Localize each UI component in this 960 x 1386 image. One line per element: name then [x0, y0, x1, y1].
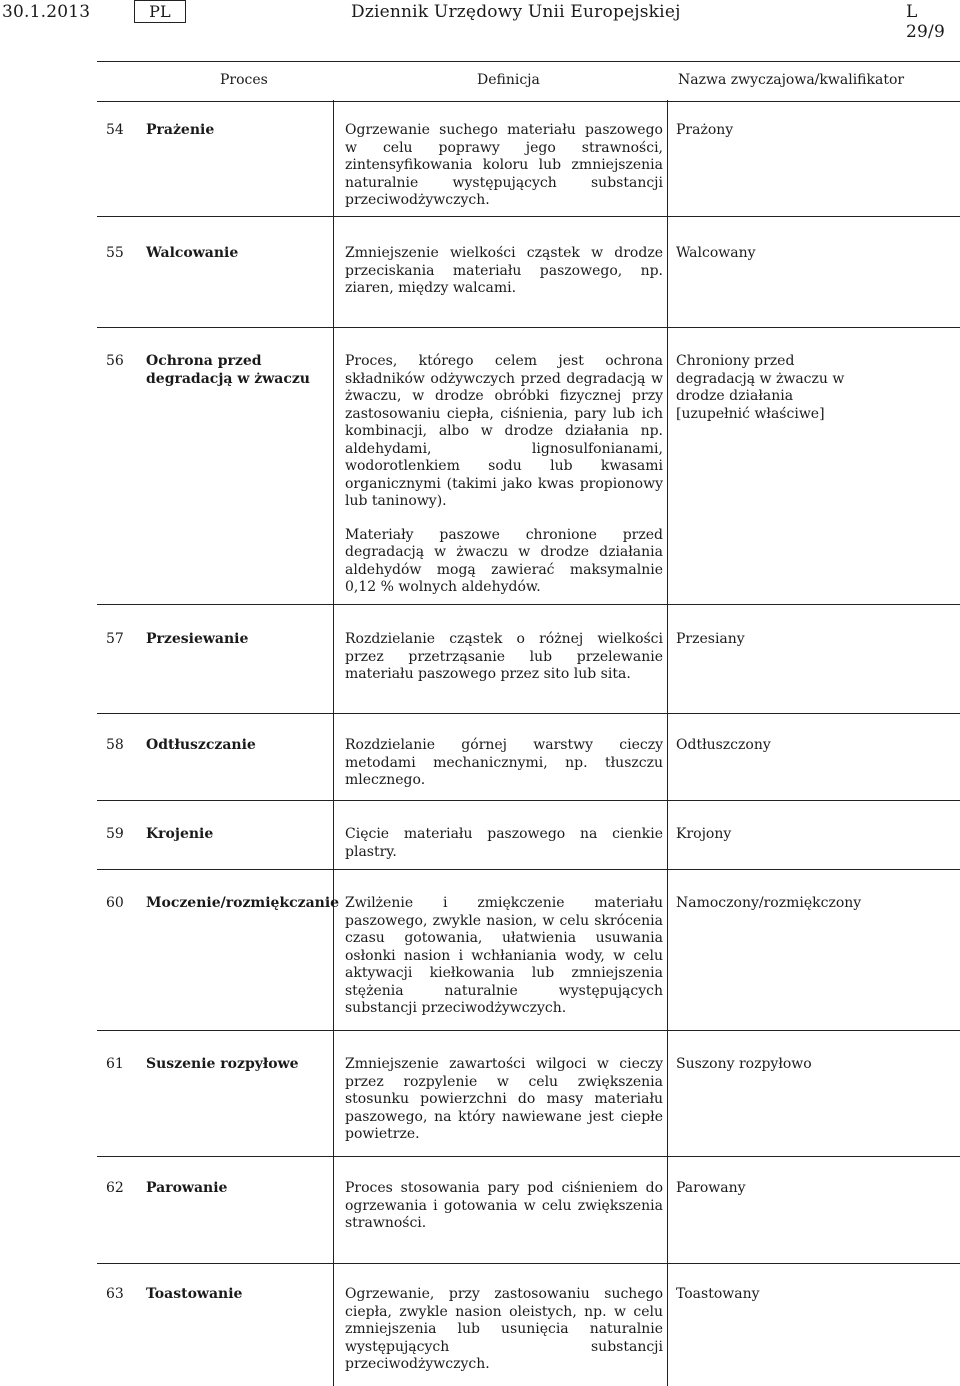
process-name: Przesiewanie [146, 631, 249, 647]
table-row [97, 1031, 960, 1157]
process-name: Moczenie/rozmiękczanie [146, 895, 340, 911]
definition-paragraph: Ogrzewanie suchego materiału paszowego w celu poprawy jego strawności, zintensyfikowania koloru lub zmniejszenia naturalnie występujących substancji przeciwodżywczych. [345, 122, 663, 208]
row-number: 55 [106, 245, 124, 261]
table-row [97, 714, 960, 801]
column-divider [333, 1264, 334, 1386]
process-name: Prażenie [146, 122, 215, 138]
row-number: 60 [106, 895, 124, 911]
column-divider [333, 1031, 334, 1157]
process-qualifier: Prażony [676, 122, 734, 138]
process-qualifier: Odtłuszczony [676, 737, 771, 753]
definition-paragraph: Ogrzewanie, przy zastosowaniu suchego ciepła, zwykle nasion oleistych, np. w celu zmniejszenia lub usunięcia naturalnie występujących substancji przeciwodżywczych. [345, 1286, 663, 1372]
process-name: Walcowanie [146, 245, 239, 261]
process-table [97, 61, 960, 102]
process-definition [345, 895, 663, 1018]
column-divider [667, 870, 668, 1031]
column-divider [667, 714, 668, 801]
row-number: 58 [106, 737, 124, 753]
page-number: L 29/9 [906, 2, 945, 42]
process-qualifier: Toastowany [676, 1286, 760, 1302]
process-definition [345, 245, 663, 298]
table-row [97, 605, 960, 714]
definition-paragraph: Zwilżenie i zmiękczenie materiału paszowego, zwykle nasion, w celu skrócenia czasu gotowania, ułatwienia usuwania osłonki nasion i wchłaniania wody, w celu aktywacji kiełkowania lub zmniejszenia stężenia naturalnie występujących substancji przeciwodżywczych. [345, 895, 663, 1016]
table-row [97, 100, 960, 217]
process-definition [345, 826, 663, 861]
column-divider [667, 801, 668, 870]
publication-date: 30.1.2013 [2, 2, 91, 22]
row-number: 57 [106, 631, 124, 647]
definition-paragraph: Rozdzielanie cząstek o różnej wielkości przez przetrząsanie lub przelewanie materiału paszowego przez sito lub sita. [345, 631, 663, 682]
process-qualifier: Suszony rozpyłowo [676, 1056, 812, 1072]
definition-paragraph: Proces, którego celem jest ochrona składników odżywczych przed degradacją w żwaczu, w drodze obróbki fizycznej przy zastosowaniu ciepła, ciśnienia, pary lub ich kombinacji, albo w drodze działania np. aldehydami, lignosulfonianami, wodorotlenkiem sodu lub kwasami organicznymi (takimi jako kwas propionowy lub taninowy). [345, 353, 663, 509]
process-definition [345, 1180, 663, 1233]
column-divider [333, 328, 334, 605]
row-number: 54 [106, 122, 124, 138]
column-divider [667, 217, 668, 328]
column-header-process: Proces [220, 72, 268, 88]
row-number: 62 [106, 1180, 124, 1196]
table-row [97, 801, 960, 870]
journal-title: Dziennik Urzędowy Unii Europejskiej [351, 2, 681, 22]
process-definition [345, 353, 663, 597]
process-definition [345, 122, 663, 210]
table-row [97, 217, 960, 328]
process-name: Ochrona przed degradacją w żwaczu [146, 353, 310, 387]
process-name: Odtłuszczanie [146, 737, 256, 753]
process-qualifier: Chroniony przed degradacją w żwaczu w drodze działania [uzupełnić właściwe] [676, 353, 845, 422]
page-header [0, 0, 960, 42]
column-divider [333, 714, 334, 801]
column-divider [333, 217, 334, 328]
process-qualifier: Parowany [676, 1180, 746, 1196]
process-definition [345, 1286, 663, 1374]
table-row [97, 328, 960, 605]
row-number: 63 [106, 1286, 124, 1302]
row-number: 59 [106, 826, 124, 842]
process-name: Parowanie [146, 1180, 228, 1196]
process-qualifier: Przesiany [676, 631, 745, 647]
process-qualifier: Walcowany [676, 245, 756, 261]
process-definition [345, 737, 663, 790]
table-row [97, 870, 960, 1031]
process-qualifier: Namoczony/rozmiękczony [676, 895, 862, 911]
row-number: 61 [106, 1056, 124, 1072]
process-name: Toastowanie [146, 1286, 243, 1302]
definition-paragraph: Rozdzielanie górnej warstwy cieczy metodami mechanicznymi, np. tłuszczu mlecznego. [345, 737, 663, 788]
row-number: 56 [106, 353, 124, 369]
process-definition [345, 1056, 663, 1144]
process-definition [345, 631, 663, 684]
definition-paragraph: Zmniejszenie wielkości cząstek w drodze przeciskania materiału paszowego, np. ziaren, między walcami. [345, 245, 663, 296]
column-header-definition: Definicja [477, 72, 540, 88]
column-divider [667, 328, 668, 605]
language-badge: PL [134, 0, 186, 23]
column-divider [333, 100, 334, 217]
table-row [97, 1264, 960, 1386]
process-qualifier: Krojony [676, 826, 732, 842]
column-divider [333, 1157, 334, 1264]
definition-paragraph: Proces stosowania pary pod ciśnieniem do ogrzewania i gotowania w celu zwiększenia strawności. [345, 1180, 663, 1231]
definition-paragraph: Zmniejszenie zawartości wilgoci w cieczy przez rozpylenie w celu zwiększenia stosunku powierzchni do masy materiału paszowego, na który nawiewane jest ciepłe powietrze. [345, 1056, 663, 1142]
column-divider [667, 1264, 668, 1386]
process-name: Krojenie [146, 826, 214, 842]
column-divider [333, 801, 334, 870]
process-name: Suszenie rozpyłowe [146, 1056, 299, 1072]
definition-paragraph: Cięcie materiału paszowego na cienkie plastry. [345, 826, 663, 860]
column-divider [667, 605, 668, 714]
column-header-qualifier: Nazwa zwyczajowa/kwalifikator [678, 72, 905, 88]
column-divider [667, 1157, 668, 1264]
column-divider [333, 605, 334, 714]
column-divider [667, 100, 668, 217]
definition-paragraph: Materiały paszowe chronione przed degradacją w żwaczu w drodze działania aldehydów mogą zawierać maksymalnie 0,12 % wolnych aldehydów. [345, 526, 663, 595]
table-header [97, 61, 960, 102]
column-divider [667, 1031, 668, 1157]
table-row [97, 1157, 960, 1264]
